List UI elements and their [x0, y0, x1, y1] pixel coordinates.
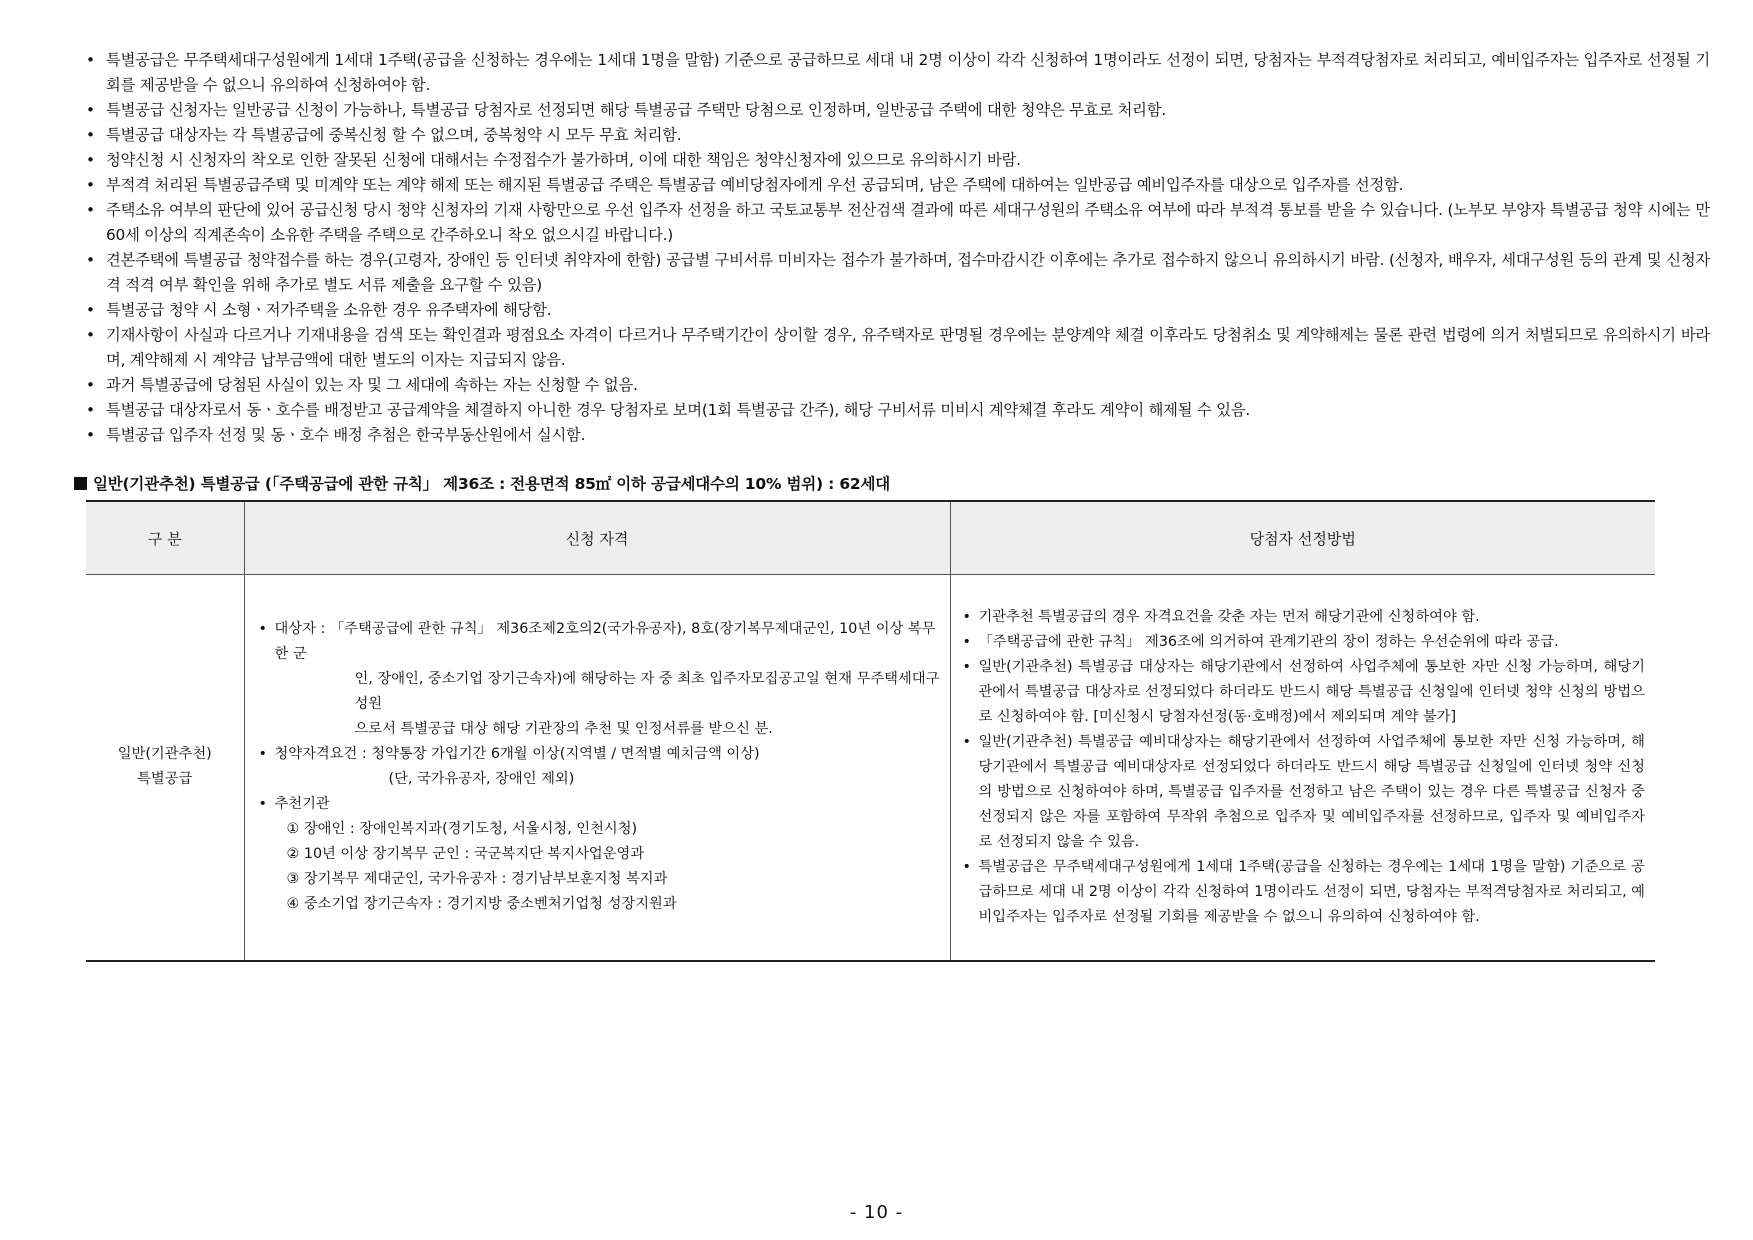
section-title [74, 472, 890, 494]
selection-method-cell [950, 575, 1655, 961]
notice-list [86, 48, 1710, 448]
agency-item: ② 10년 이상 장기복무 군인 : 국군복지단 복지사업운영과 [286, 846, 645, 863]
category-line: 일반(기관추천) [117, 746, 212, 763]
eligibility-item-target [259, 617, 942, 742]
agency-item: ① 장애인 : 장애인복지과(경기도청, 서울시청, 인천시청) [286, 821, 638, 838]
category-cell [86, 575, 244, 961]
agency-label: • 추천기관 [274, 796, 330, 813]
eligibility-cell [244, 575, 950, 961]
special-supply-table [86, 500, 1655, 962]
table-header-row [86, 501, 1655, 575]
header-eligibility: 신청 자격 [244, 501, 950, 575]
notice-item: • 특별공급 대상자로서 동ㆍ호수를 배정받고 공급계약을 체결하지 아니한 경우 당첨자로 보며(1회 특별공급 간주), 해당 구비서류 미비시 계약체결 후라도 계약이 해제될 수 있음. [86, 398, 1710, 423]
notice-item: • 특별공급 청약 시 소형ㆍ저가주택을 소유한 경우 유주택자에 해당함. [86, 298, 1710, 323]
notice-item: • 주택소유 여부의 판단에 있어 공급신청 당시 청약 신청자의 기재 사항만으로 우선 입주자 선정을 하고 국토교통부 전산검색 결과에 따른 세대구성원의 주택소유 여부에 따라 부적격 통보를 받을 수 있습니다. (노부모 부양자 특별공급 청약 시에는 만 60세 이상의 직계존속이 소유한 주택을 주택으로 간주하오니 착오 없으시길 바랍니다.) [86, 198, 1710, 248]
eligibility-item-agencies [259, 792, 942, 917]
agency-item: ③ 장기복무 제대군인, 국가유공자 : 경기남부보훈지청 복지과 [286, 871, 668, 888]
notice-item: • 부적격 처리된 특별공급주택 및 미계약 또는 계약 해제 또는 해지된 특별공급 주택은 특별공급 예비당첨자에게 우선 공급되며, 남은 주택에 대하여는 일반공급 예비입주자를 대상으로 입주자를 선정함. [86, 173, 1710, 198]
method-item: • 일반(기관추천) 특별공급 예비대상자는 해당기관에서 선정하여 사업주체에 통보한 자만 신청 가능하며, 해당기관에서 특별공급 예비대상자로 선정되었다 하더라도 반드시 해당 특별공급 신청일에 인터넷 청약 신청의 방법으로 신청하여야 하며, 특별공급 입주자를 선정하고 남은 주택이 있는 경우 다른 특별공급 신청자 중 선정되지 않은 자를 포함하여 무작위 추첨으로 입주자 및 예비입주자를 선정하므로, 입주자 및 예비입주자로 선정되지 않을 수 있음. [963, 730, 1646, 855]
page-number: - 10 - [849, 1202, 904, 1223]
requirement-text: (단, 국가유공자, 장애인 제외) [388, 771, 575, 788]
notice-item: • 청약신청 시 신청자의 착오로 인한 잘못된 신청에 대해서는 수정접수가 불가하며, 이에 대한 책임은 청약신청자에 있으므로 유의하시기 바람. [86, 148, 1710, 173]
section-title-text: 일반(기관추천) 특별공급 (「주택공급에 관한 규칙」 제36조 : 전용면적 85㎡ 이하 공급세대수의 10% 범위) : 62세대 [93, 475, 891, 493]
requirement-label: 청약자격요건 : [274, 746, 372, 763]
notice-item: • 특별공급 대상자는 각 특별공급에 중복신청 할 수 없으며, 중복청약 시 모두 무효 처리함. [86, 123, 1710, 148]
method-item: • 「주택공급에 관한 규칙」 제36조에 의거하여 관계기관의 장이 정하는 우선순위에 따라 공급. [963, 630, 1646, 655]
eligibility-list [259, 617, 942, 917]
target-text: 「주택공급에 관한 규칙」 제36조제2호의2(국가유공자), 8호(장기복무제대군인, 10년 이상 복무한 군 [274, 621, 936, 663]
method-item: • 특별공급은 무주택세대구성원에게 1세대 1주택(공급을 신청하는 경우에는 1세대 1명을 말함) 기준으로 공급하므로 세대 내 2명 이상이 각각 신청하여 1명이라도 선정이 되면, 당첨자는 부적격당첨자로 처리되고, 예비입주자는 입주자로 선정될 기회를 제공받을 수 없으니 유의하여 신청하여야 함. [963, 855, 1646, 930]
table-row [86, 575, 1655, 961]
notice-item: • 과거 특별공급에 당첨된 사실이 있는 자 및 그 세대에 속하는 자는 신청할 수 없음. [86, 373, 1710, 398]
square-bullet-icon [74, 477, 87, 490]
notice-item: • 기재사항이 사실과 다르거나 기재내용을 검색 또는 확인결과 평점요소 자격이 다르거나 무주택기간이 상이할 경우, 유주택자로 판명될 경우에는 분양계약 체결 이후라도 당첨취소 및 계약해제는 물론 관련 법령에 의거 처벌되므로 유의하시기 바라며, 계약해제 시 계약금 납부금액에 대한 별도의 이자는 지급되지 않음. [86, 323, 1710, 373]
header-category: 구 분 [86, 501, 244, 575]
method-item: • 일반(기관추천) 특별공급 대상자는 해당기관에서 선정하여 사업주체에 통보한 자만 신청 가능하며, 해당기관에서 특별공급 대상자로 선정되었다 하더라도 반드시 해당 특별공급 신청일에 인터넷 청약 신청의 방법으로 신청하여야 함. [미신청시 당첨자선정(동·호배정)에서 제외되며 계약 불가] [963, 655, 1646, 730]
selection-method-list [963, 605, 1646, 930]
requirement-text: 청약통장 가입기간 6개월 이상(지역별 / 면적별 예치금액 이상) [371, 746, 760, 763]
target-label: 대상자 : [274, 621, 330, 638]
agency-item: ④ 중소기업 장기근속자 : 경기지방 중소벤처기업청 성장지원과 [286, 896, 677, 913]
header-selection-method: 당첨자 선정방법 [950, 501, 1655, 575]
notice-item: • 특별공급은 무주택세대구성원에게 1세대 1주택(공급을 신청하는 경우에는 1세대 1명을 말함) 기준으로 공급하므로 세대 내 2명 이상이 각각 신청하여 1명이라도 선정이 되면, 당첨자는 부적격당첨자로 처리되고, 예비입주자는 입주자로 선정될 기회를 제공받을 수 없으니 유의하여 신청하여야 함. [86, 48, 1710, 98]
notice-item: • 특별공급 신청자는 일반공급 신청이 가능하나, 특별공급 당첨자로 선정되면 해당 특별공급 주택만 당첨으로 인정하며, 일반공급 주택에 대한 청약은 무효로 처리함. [86, 98, 1710, 123]
target-text: 인, 장애인, 중소기업 장기근속자)에 해당하는 자 중 최초 입주자모집공고일 현재 무주택세대구성원 [354, 671, 940, 713]
notice-item: • 특별공급 입주자 선정 및 동ㆍ호수 배정 추첨은 한국부동산원에서 실시함. [86, 423, 1710, 448]
target-text: 으로서 특별공급 대상 해당 기관장의 추천 및 인정서류를 받으신 분. [354, 721, 773, 738]
eligibility-item-requirement [259, 742, 942, 792]
method-item: • 기관추천 특별공급의 경우 자격요건을 갖춘 자는 먼저 해당기관에 신청하여야 함. [963, 605, 1646, 630]
category-line: 특별공급 [137, 771, 193, 788]
notice-item: • 견본주택에 특별공급 청약접수를 하는 경우(고령자, 장애인 등 인터넷 취약자에 한함) 공급별 구비서류 미비자는 접수가 불가하며, 접수마감시간 이후에는 추가로 접수하지 않으니 유의하시기 바람. (신청자, 배우자, 세대구성원 등의 관계 및 신청자격 적격 여부 확인을 위해 추가로 별도 서류 제출을 요구할 수 있음) [86, 248, 1710, 298]
